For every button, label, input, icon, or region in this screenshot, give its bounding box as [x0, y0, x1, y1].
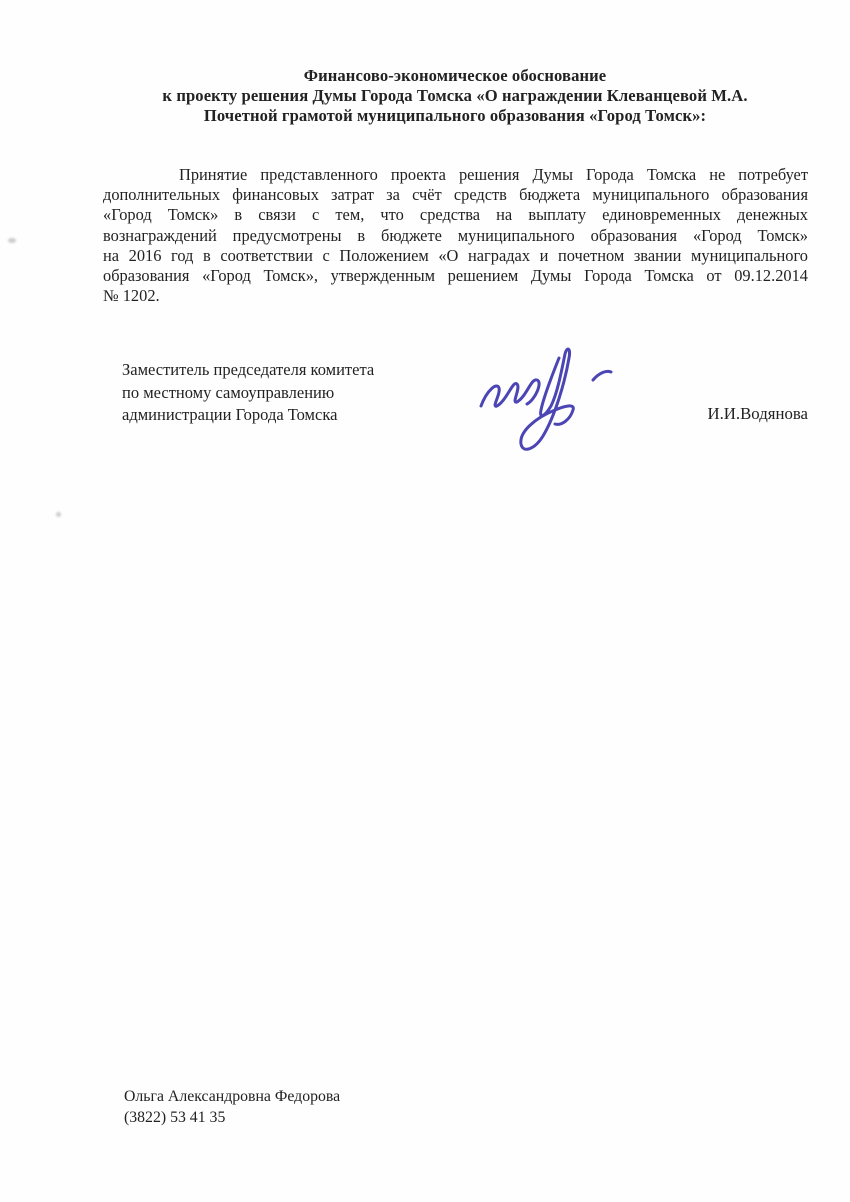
scan-artifact-mark: [8, 238, 16, 243]
signature-stroke: [521, 349, 573, 449]
contact-name: Ольга Александровна Федорова: [124, 1088, 341, 1105]
title-line: к проекту решения Думы Города Томска «О награждении Клеванцевой М.А.: [162, 86, 748, 105]
paragraph-line: № 1202.: [103, 286, 160, 306]
footer-contact-block: [124, 1086, 340, 1128]
title-line: Почетной грамотой муниципального образования «Город Томск»:: [203, 106, 707, 125]
paragraph-line: вознаграждений предусмотрены в бюджете муниципального образования «Город Томск»: [103, 225, 808, 245]
signer-name: И.И.Водянова: [707, 404, 808, 423]
document-title: [103, 66, 807, 126]
handwritten-signature: [473, 344, 623, 459]
paragraph-line: «Город Томск» в связи с тем, что средства на выплату единовременных денежных: [103, 205, 808, 225]
paragraph-line: на 2016 год в соответствии с Положением «О наградах и почетном звании муниципального: [103, 245, 808, 265]
paragraph-line: дополнительных финансовых затрат за счёт средств бюджета муниципального образования: [103, 185, 808, 205]
signatory-position-block: [122, 359, 374, 427]
signatory-position-line: администрации Города Томска: [122, 405, 338, 424]
body-paragraph: [103, 165, 808, 306]
paragraph-line: образования «Город Томск», утвержденным решением Думы Города Томска от 09.12.2014: [103, 266, 808, 286]
signature-stroke: [481, 380, 539, 406]
signatory-position-line: Заместитель председателя комитета: [122, 360, 375, 379]
paragraph-line: Принятие представленного проекта решения Думы Города Томска не потребует: [179, 165, 808, 184]
signature-stroke: [593, 371, 611, 380]
signatory-position-line: по местному самоуправлению: [122, 382, 335, 402]
contact-phone: (3822) 53 41 35: [124, 1109, 226, 1126]
title-line: Финансово-экономическое обоснование: [303, 66, 607, 85]
scan-artifact-mark: [56, 512, 61, 517]
